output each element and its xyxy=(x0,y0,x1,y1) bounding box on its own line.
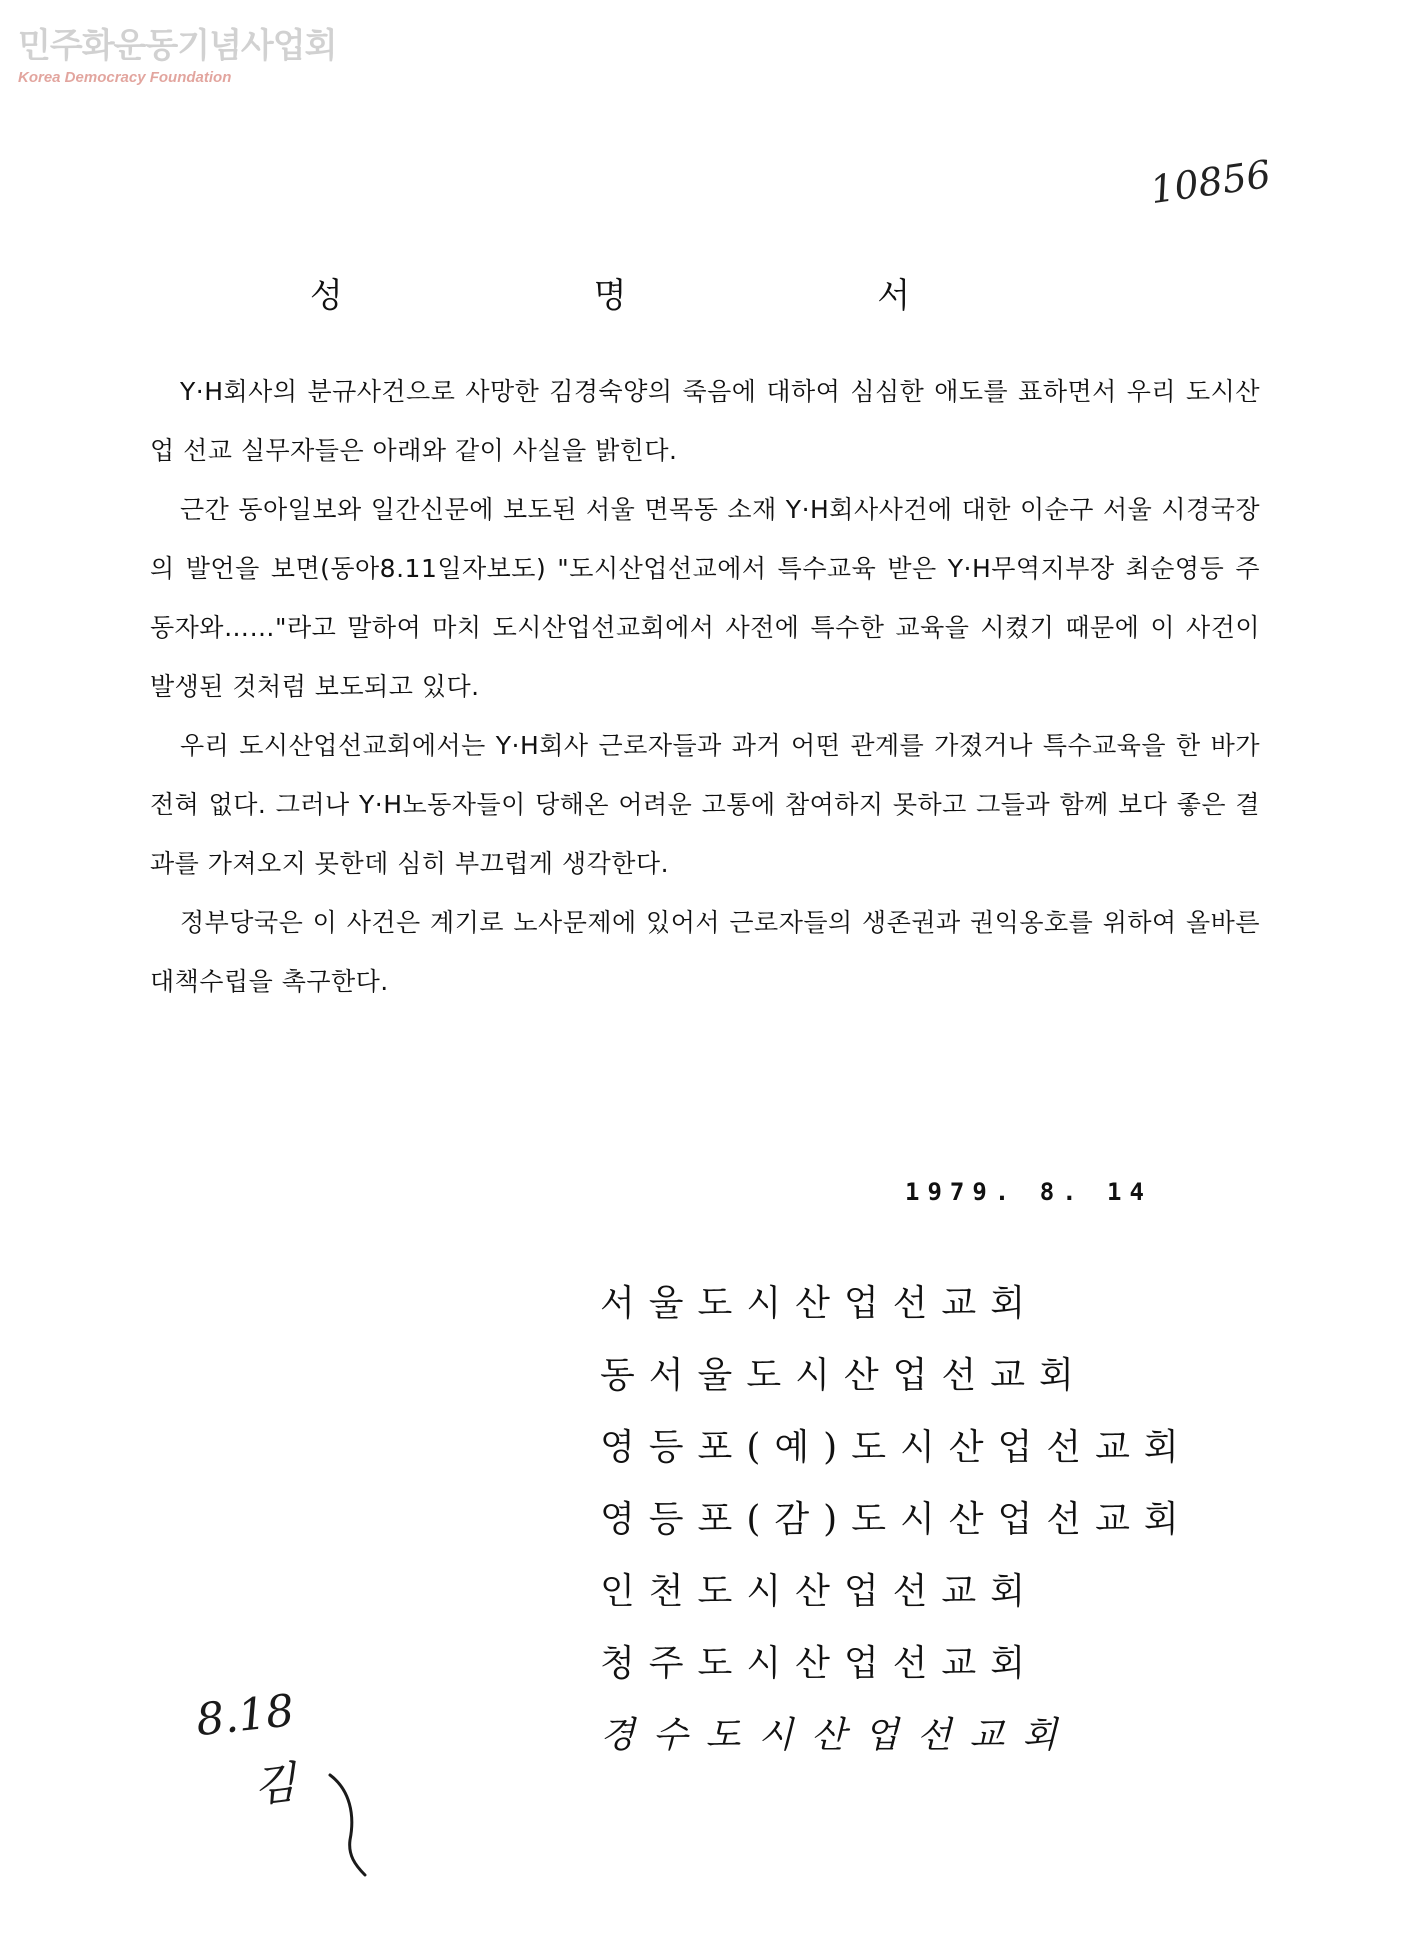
paragraph-1: Y·H회사의 분규사건으로 사망한 김경숙양의 죽음에 대하여 심심한 애도를 표하면서 우리 도시산업 선교 실무자들은 아래와 같이 사실을 밝힌다. xyxy=(150,377,1260,465)
watermark-logo xyxy=(18,18,336,86)
watermark-korean: 민주화운동기념사업회 xyxy=(18,26,337,66)
signatory-east-seoul: 동서울도시산업선교회 xyxy=(600,1355,1088,1396)
document-title: 성 명 서 xyxy=(309,276,1031,316)
handwritten-date: 8.18 xyxy=(193,1685,297,1747)
signatory-yeongdeungpo-presbyterian: 영등포(예)도시산업선교회 xyxy=(600,1427,1193,1468)
signatory-seoul: 서울도시산업선교회 xyxy=(600,1283,1039,1324)
handwritten-doc-number: 10856 xyxy=(1147,151,1274,213)
signatory-gyeongsu: 경수도시산업선교회 xyxy=(600,1715,1075,1756)
paragraph-2: 근간 동아일보와 일간신문에 보도된 서울 면목동 소재 Y·H회사사건에 대한 이순구 서울 시경국장의 발언을 보면(동아8.11일자보도) "도시산업선교에서 특수교육 받은 Y·H무역지부장 최순영등 주동자와……"라고 말하여 마치 도시산업선교회에서 사전에 특수한 교육을 시켰기 때문에 이 사건이 발생된 것처럼 보도되고 있다. xyxy=(150,495,1260,701)
signatory-cheongju: 청주도시산업선교회 xyxy=(600,1643,1039,1684)
statement-date: 1979. 8. 14 xyxy=(905,1178,1152,1206)
paragraph-3: 우리 도시산업선교회에서는 Y·H회사 근로자들과 과거 어떤 관계를 가졌거나 특수교육을 한 바가 전혀 없다. 그러나 Y·H노동자들이 당해온 어려운 고통에 참여하지 못하고 그들과 함께 보다 좋은 결과를 가져오지 못한데 심히 부끄럽게 생각한다. xyxy=(150,731,1260,878)
statement-body xyxy=(150,362,1260,1011)
handwritten-name: 김 xyxy=(250,1757,299,1813)
watermark-english: Korea Democracy Foundation xyxy=(18,69,232,86)
handwritten-note xyxy=(194,1685,304,1820)
signature-stroke-icon xyxy=(320,1770,380,1880)
signatory-list xyxy=(600,1268,1193,1772)
paragraph-4: 정부당국은 이 사건은 계기로 노사문제에 있어서 근로자들의 생존권과 권익옹호를 위하여 올바른 대책수립을 촉구한다. xyxy=(150,908,1260,996)
signatory-incheon: 인천도시산업선교회 xyxy=(600,1571,1039,1612)
signatory-yeongdeungpo-methodist: 영등포(감)도시산업선교회 xyxy=(600,1499,1193,1540)
